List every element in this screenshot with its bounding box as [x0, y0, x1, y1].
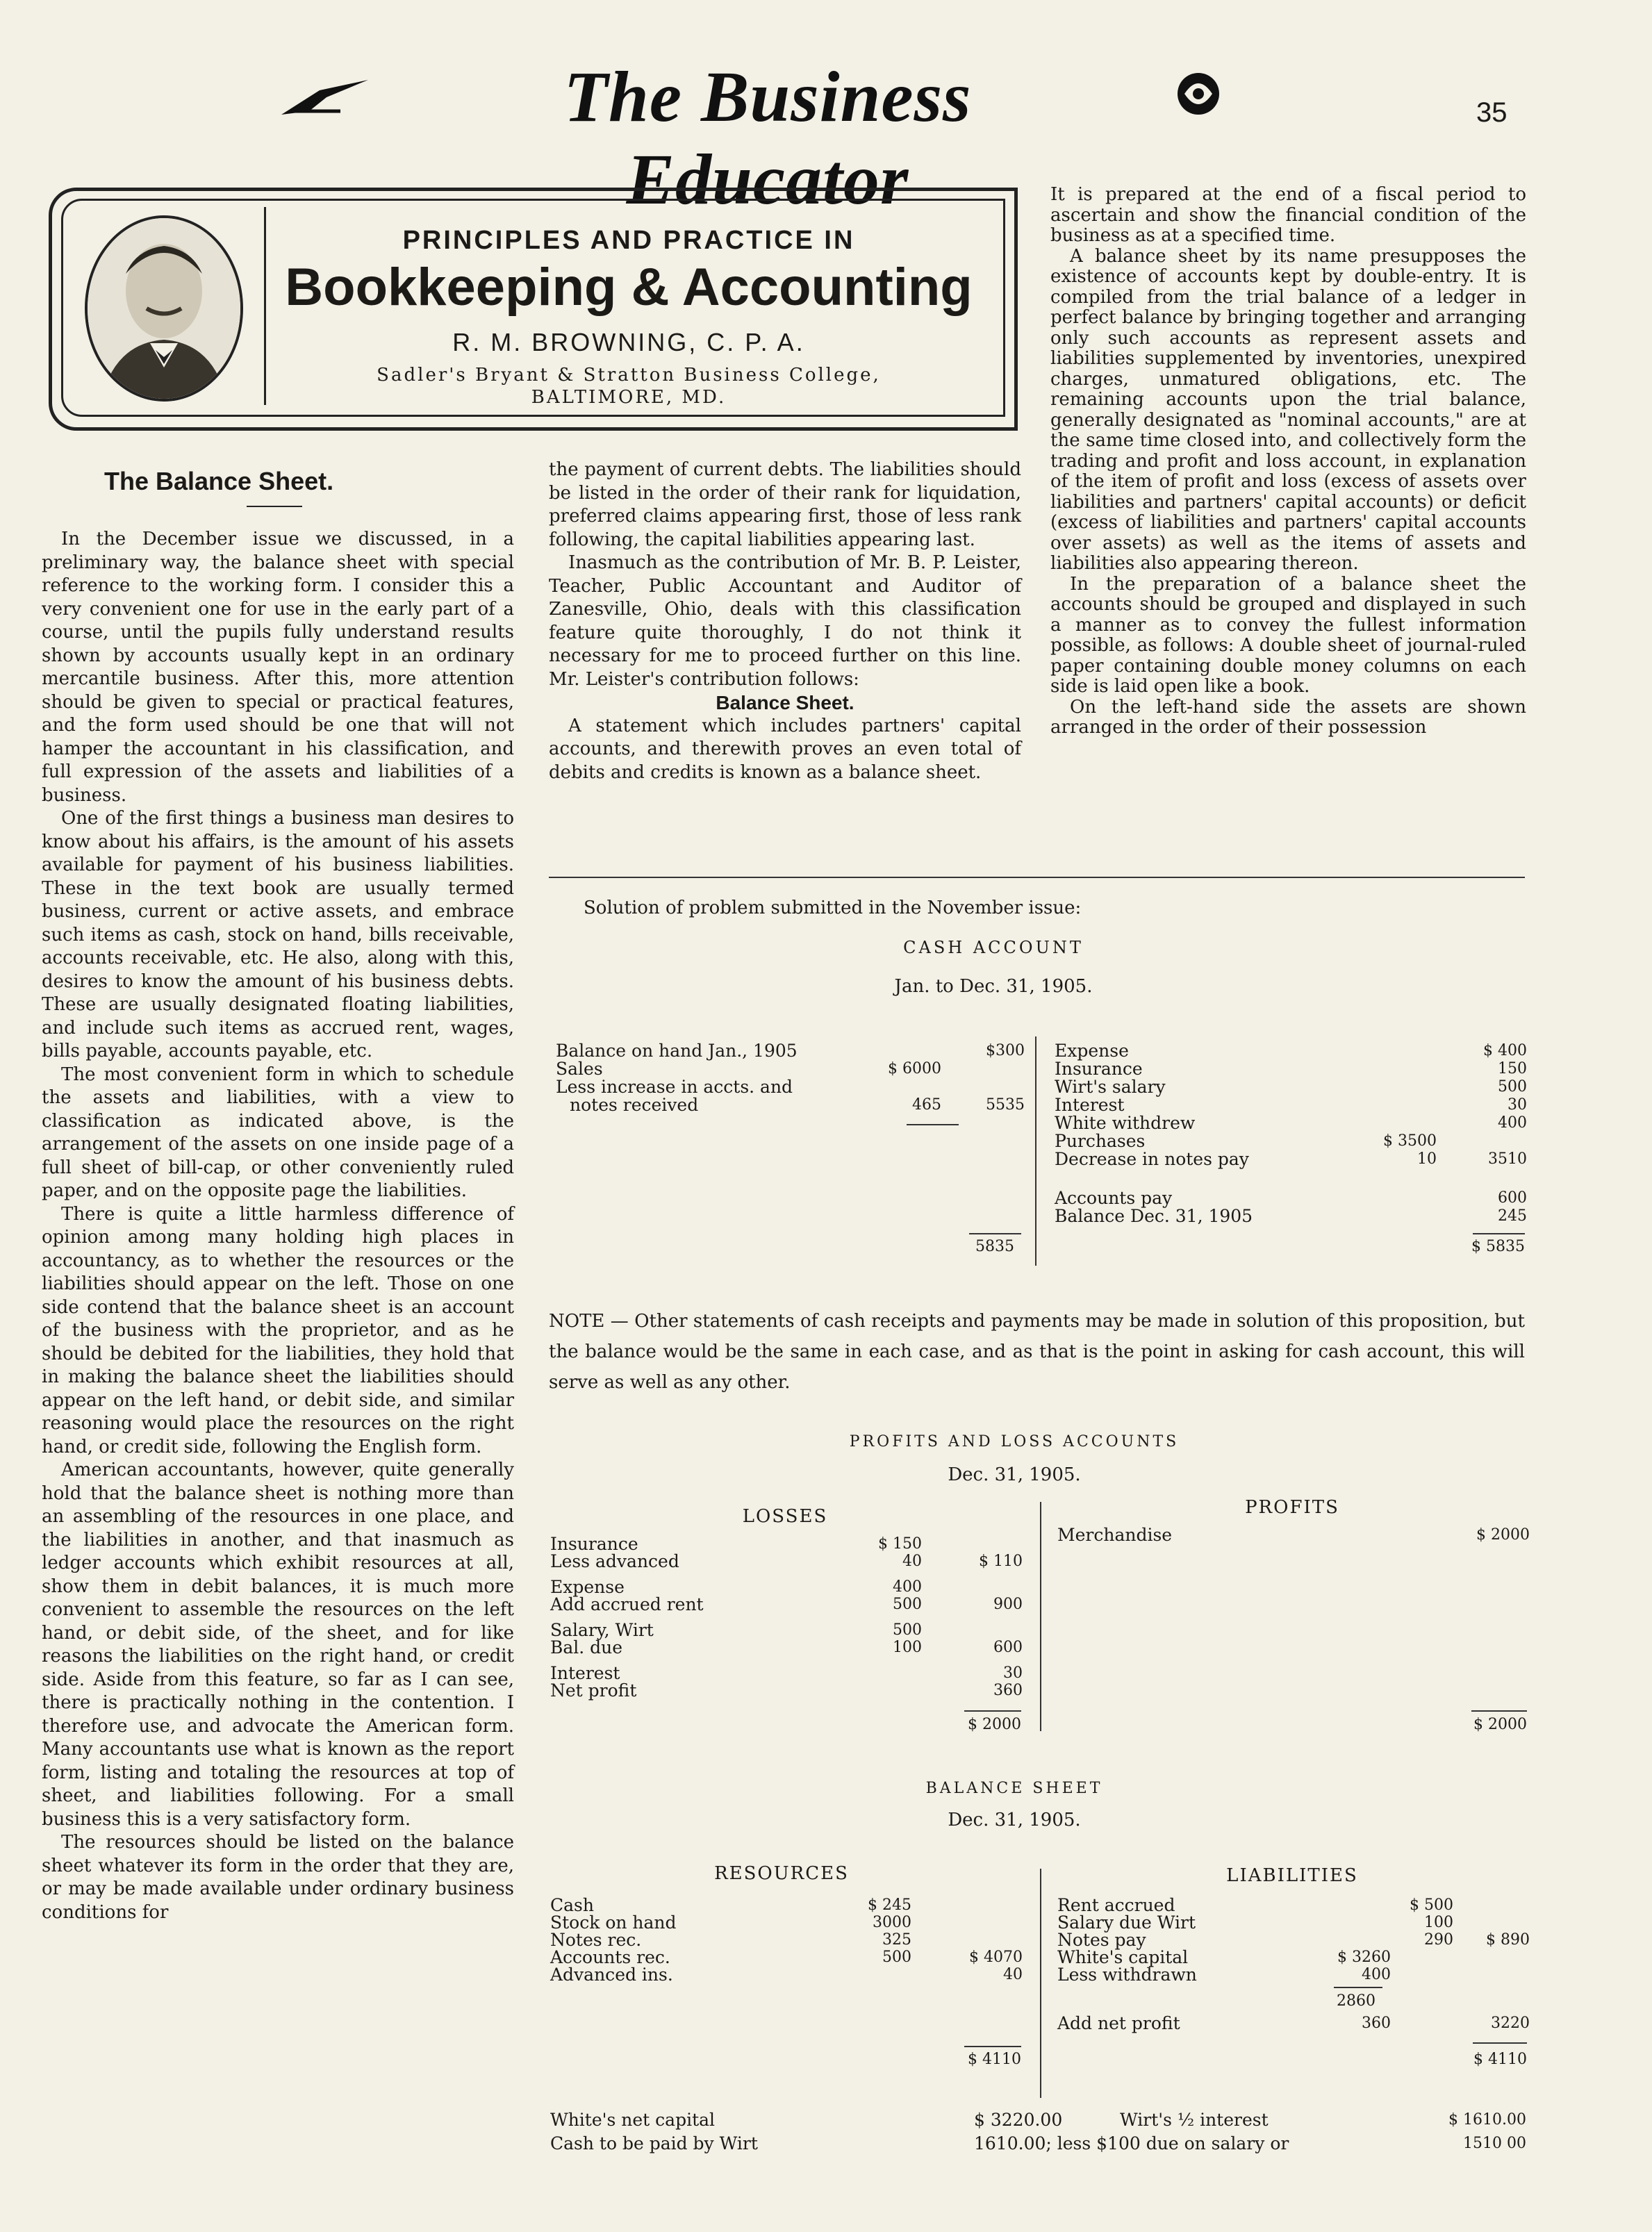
ledger-center-rule: [1040, 1502, 1041, 1731]
paragraph: The most convenient form in which to schedule the assets and liabilities, with a view to classification as indicated above, is the arrangement of the assets on one inside page of a full sheet of bill-cap, or other conveniently ruled paper, and on the opposite page the liabilities.: [42, 1064, 514, 1201]
paragraph: In the December issue we discussed, in a preliminary way, the balance sheet with special reference to the working form. I consider this a very convenient one for use in the early part of a course, until the pupils fully understand results shown by accounts usually kept in an ordinary mercantile business. After this, more attention should be given to special or practical features, and the form used should be one that will not hamper the accountant in his classification, and full expression of the assets and liabilities of a business.: [42, 529, 514, 806]
ledger-row: Wirt's salary 500: [1055, 1077, 1527, 1097]
ledger-row: Expense $ 400: [1055, 1041, 1527, 1061]
paragraph: The resources should be listed on the balance sheet whatever its form in the order that they are, or may be made available under ordinary business conditions for: [42, 1832, 514, 1923]
article-column-3: [1050, 185, 1526, 738]
ledger-row: Add accrued rent 500 900: [550, 1594, 1023, 1614]
cash-credit-total: $ 5835: [1471, 1238, 1525, 1255]
cash-credit-side: [1055, 1042, 1527, 1225]
cash-account-period: Jan. to Dec. 31, 1905.: [894, 976, 1093, 997]
header-author: R. M. BROWNING, C. P. A.: [452, 328, 805, 356]
ledger-row: Less advanced 40 $ 110: [550, 1551, 1023, 1571]
pl-title: PROFITS AND LOSS ACCOUNTS: [849, 1433, 1180, 1450]
balance-sheet-date: Dec. 31, 1905.: [948, 1810, 1081, 1830]
paragraph: One of the first things a business man desires to know about his affairs, is the amount of his assets available for payment of his business liabilities. These in the text book are usually termed business, current or active assets, and embrace such items as cash, stock on hand, bills receivable, accounts receivable, etc. He also, along with this, desires to know the amount of his business debts. These are usually designated floating liabilities, and include such items as accrued rent, wages, bills payable, accounts payable, etc.: [42, 808, 514, 1061]
ledger-row: Cash $ 245: [550, 1895, 911, 1915]
header-city: BALTIMORE, MD.: [531, 387, 727, 408]
rule: [1473, 2042, 1527, 2044]
profits-total: $ 2000: [1473, 1716, 1527, 1733]
ledger-row: Merchandise $ 2000: [1057, 1525, 1530, 1545]
page-number: 35: [1476, 97, 1508, 128]
sub-heading: Balance Sheet.: [716, 692, 854, 713]
losses-total: $ 2000: [968, 1716, 1021, 1733]
ledger-row: Interest 30: [1055, 1095, 1527, 1115]
resources-total: $ 4110: [968, 2051, 1021, 2068]
paragraph: Inasmuch as the contribution of Mr. B. P. Leister, Teacher, Public Accountant and Auditor of Zanesville, Ohio, deals with this classification feature quite thoroughly, I do not think it necessary for me to proceed further on this line. Mr. Leister's contribution follows:: [549, 552, 1021, 690]
header-kicker: PRINCIPLES AND PRACTICE IN: [402, 226, 855, 255]
capital-summary: [550, 2108, 1526, 2156]
rule: [969, 1233, 1021, 1234]
header-title: Bookkeeping & Accounting: [285, 258, 973, 317]
ledger-center-rule: [1040, 1869, 1041, 2098]
ledger-row: Accounts pay 600: [1055, 1188, 1527, 1208]
ledger-row: White withdrew 400: [1055, 1113, 1527, 1133]
cash-account-title: CASH ACCOUNT: [903, 938, 1084, 957]
ledger-row: Insurance 150: [1055, 1059, 1527, 1079]
ledger-row: Rent accrued $ 500: [1057, 1895, 1453, 1915]
balance-sheet-title: BALANCE SHEET: [925, 1780, 1103, 1797]
ledger-center-rule: [1035, 1036, 1036, 1266]
liabilities-total: $ 4110: [1473, 2051, 1527, 2068]
ledger-row: Advanced ins. 40: [550, 1965, 1023, 1985]
paragraph: the payment of current debts. The liabilities should be listed in the order of their rank for liquidation, preferred claims appearing first, those of less rank following, the capital liabilities appearing last.: [549, 459, 1021, 550]
resources-list: [550, 1896, 1023, 1983]
article-column-2: [549, 458, 1021, 784]
article-column-1: [42, 528, 514, 1924]
rule: [1473, 1233, 1525, 1234]
ledger-row: Balance Dec. 31, 1905 245: [1055, 1206, 1527, 1226]
ledger-row: Insurance $ 150: [550, 1534, 922, 1554]
ledger-row: Stock on hand 3000: [550, 1912, 911, 1933]
heading-rule: [247, 506, 302, 507]
quill-icon: [278, 76, 375, 118]
resources-heading: RESOURCES: [714, 1863, 849, 1884]
solution-intro: Solution of problem submitted in the November issue:: [584, 898, 1082, 918]
liabilities-list: [1057, 1896, 1530, 1983]
paragraph: A statement which includes partners' capital accounts, and therewith proves an even total of debits and credits is known as a balance sheet.: [549, 715, 1021, 783]
ledger-row: Bal. due 100 600: [550, 1637, 1023, 1658]
paragraph: On the left-hand side the assets are shown arranged in the order of their possession: [1050, 696, 1526, 738]
cash-debit-total: 5835: [975, 1238, 1014, 1255]
ledger-row: Less increase in accts. and: [556, 1077, 793, 1097]
liabilities-heading: LIABILITIES: [1226, 1865, 1358, 1886]
liabilities-subtotal: 2860: [1337, 1992, 1376, 2010]
losses-heading: LOSSES: [742, 1506, 828, 1527]
losses-list: [550, 1535, 1023, 1699]
ledger-row: Less withdrawn 400: [1057, 1965, 1391, 1985]
rule: [964, 1710, 1021, 1712]
ornament-icon: [1167, 66, 1230, 122]
ledger-row: Notes rec. 325: [550, 1930, 911, 1950]
cash-debit-side: [556, 1042, 1025, 1114]
rule: [964, 2046, 1021, 2047]
summary-row: White's net capital $ 3220.00 Wirt's ½ interest $ 1610.00: [550, 2110, 1526, 2130]
ledger-row: Balance on hand Jan., 1905 $300: [556, 1041, 1025, 1061]
rule: [907, 1124, 959, 1125]
ledger-row: Net profit 360: [550, 1680, 1023, 1701]
article-heading: The Balance Sheet.: [104, 467, 334, 495]
ledger-row: White's capital $ 3260: [1057, 1947, 1391, 1967]
liabilities-add-row: [1057, 2015, 1530, 2033]
rule: [1471, 1710, 1527, 1712]
ledger-row: notes received 465 5535: [570, 1095, 1025, 1115]
paragraph: A balance sheet by its name presupposes the existence of accounts kept by double-entry. It is compiled from the trial balance of a ledger in perfect balance by bringing together and arranging only such accounts as represent assets and liabilities supplemented by inventories, unexpired charges, unmatured obligations, etc. The remaining accounts upon the trial balance, generally designated as "nominal accounts," are at the same time closed into, and collectively form the trading and profit and loss account, in explanation of the item of profit and loss (excess of assets over liabilities and partners' capital accounts) or deficit (excess of liabilities and partners' capital accounts over assets) as well as the items of assets and liabilities also appearing thereon.: [1050, 245, 1526, 574]
rule: [1334, 1987, 1382, 1988]
ledger-row: Salary, Wirt 500: [550, 1620, 922, 1640]
ledger-row: Decrease in notes pay 10 3510: [1055, 1149, 1527, 1169]
ledger-row: Purchases $ 3500: [1055, 1131, 1437, 1151]
author-portrait: [85, 215, 243, 402]
ledger-row: Sales $ 6000: [556, 1059, 941, 1079]
profits-heading: PROFITS: [1245, 1497, 1339, 1518]
ledger-row: Interest 30: [550, 1663, 1023, 1683]
paragraph: In the preparation of a balance sheet the accounts should be grouped and displayed in such a manner as to convey the fullest information possible, as follows: A double sheet of journal-ruled paper containing double money columns on each side is laid open like a book.: [1050, 573, 1526, 697]
header-institution: Sadler's Bryant & Stratton Business College,: [377, 365, 881, 386]
profits-list: [1057, 1526, 1530, 1544]
pl-date: Dec. 31, 1905.: [948, 1464, 1081, 1485]
summary-row: Cash to be paid by Wirt 1610.00; less $100 due on salary or 1510 00: [550, 2133, 1526, 2154]
ledger-row: Add net profit 360 3220: [1057, 2013, 1530, 2033]
paragraph: It is prepared at the end of a fiscal period to ascertain and show the financial condition of the business as at a specified time.: [1050, 184, 1526, 246]
note-paragraph: NOTE — Other statements of cash receipts and payments may be made in solution of this proposition, but the balance would be the same in each case, and as that is the point in asking for cash account, this will serve as well as any other.: [549, 1311, 1525, 1393]
ledger-row: Accounts rec. 500 $ 4070: [550, 1947, 1023, 1967]
masthead-title: The Business Educator: [563, 57, 972, 220]
ledger-row: Salary due Wirt 100: [1057, 1912, 1453, 1933]
paragraph: There is quite a little harmless difference of opinion among many holding high places in accountancy, as to whether the resources or the liabilities should appear on the left. Those on one side contend that the balance sheet is an account of the business with the proprietor, and as he should be debited for the liabilities, they hold that in making the balance sheet the liabilities should appear on the left hand, or debit side, and similar reasoning would place the resources on the right hand, or credit side, following the English form.: [42, 1203, 514, 1457]
ledger-row: Notes pay 290 $ 890: [1057, 1930, 1530, 1950]
author-portrait-panel: [69, 207, 266, 405]
paragraph: American accountants, however, quite generally hold that the balance sheet is nothing more than an assembling of the resources in one place, and the liabilities in another, and that inasmuch as ledger accounts which exhibit resources at all, show them in debit balances, it is much more convenient to assemble the resources on the left hand, or debit side, of the sheet, and for like reasons the liabilities on the right hand, or credit side. Aside from this feature, so far as I can see, there is practically nothing in the contention. I therefore use, and advocate the American form. Many accountants use what is known as the report form, listing and totaling the resources at top of sheet, and liabilities following. For a small business this is a very satisfactory form.: [42, 1460, 514, 1830]
section-divider: [549, 877, 1525, 878]
ledger-row: Expense 400: [550, 1577, 922, 1597]
